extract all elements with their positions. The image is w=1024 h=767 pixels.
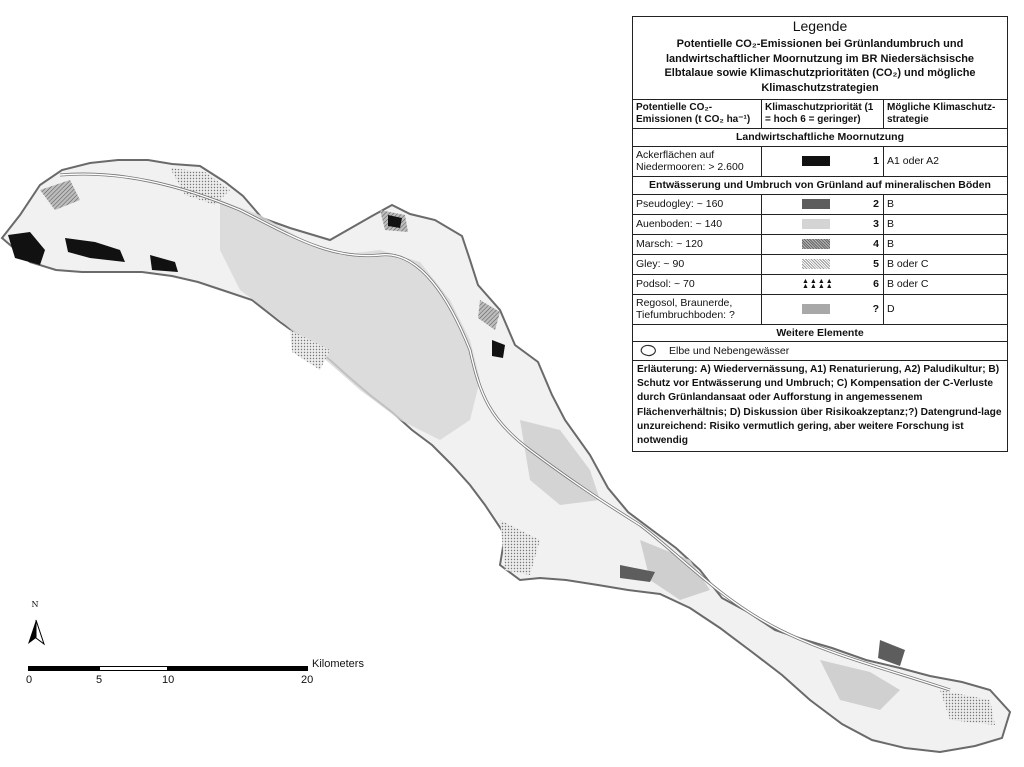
scale-tick-20: 20: [301, 674, 314, 686]
legend-explanation: Erläuterung: A) Wiedervernässung, A1) Renaturierung, A2) Paludikultur; B) Schutz vor Entwässerung und Umbruch; C) Kompensation der C-Verluste durch Grünlandansaat oder Aufforstung in angemessenem Flächenverhältnis; D) Diskussion über Risikoakzeptanz;?) Datengrund-lage unzureichend: Risiko vermutlich gering, aber weitere Forschung ist notwendig: [633, 360, 1007, 450]
header-priority: Klimaschutzpriorität (1 = hoch 6 = geringer): [762, 100, 884, 128]
mid-swatch-icon: [802, 304, 830, 314]
header-emissions: Potentielle CO₂-Emissionen (t CO₂ ha⁻¹): [633, 100, 762, 128]
triangle-swatch-icon: ▲▲▲▲ ▲▲▲▲: [802, 278, 834, 291]
legend-header: [633, 99, 1007, 128]
section-mineral: Entwässerung und Umbruch von Grünland auf mineralischen Böden: [633, 176, 1007, 194]
north-label: N: [31, 600, 39, 609]
dark-swatch-icon: [802, 199, 830, 209]
light-swatch-icon: [802, 219, 830, 229]
scale-unit: Kilometers: [312, 658, 364, 670]
legend-row: Auenboden: ~ 140 3 B: [633, 214, 1007, 234]
legend-row: Gley: ~ 90 5 B oder C: [633, 254, 1007, 274]
legend-row: Regosol, Braunerde, Tiefumbruchboden: ? ? D: [633, 294, 1007, 324]
legend-subtitle: Potentielle CO₂-Emissionen bei Grünlandumbruch und landwirtschaftlicher Moornutzung im BR Niedersächsische Elbtalaue sowie Klimaschutzprioritäten (CO₂) und mögliche Klimaschutzstrategien: [664, 37, 976, 95]
scale-tick-0: 0: [26, 674, 33, 686]
legend-title: Legende: [792, 18, 848, 34]
north-arrow-icon: [28, 620, 44, 644]
river-shape-icon: [639, 344, 659, 358]
legend-row: Podsol: ~ 70 ▲▲▲▲ ▲▲▲▲ 6 B oder C: [633, 274, 1007, 294]
legend-row: Pseudogley: ~ 160 2 B: [633, 194, 1007, 214]
scale-bar: [26, 658, 368, 693]
section-other: Weitere Elemente: [633, 324, 1007, 342]
map-legend: [632, 16, 1008, 452]
header-strategy: Mögliche Klimaschutz-strategie: [887, 102, 996, 126]
hatch-swatch-icon: [802, 239, 830, 249]
scale-tick-5: 5: [96, 674, 103, 686]
legend-row: Marsch: ~ 120 4 B: [633, 234, 1007, 254]
scale-tick-10: 10: [162, 674, 175, 686]
dots-swatch-icon: [802, 259, 830, 269]
section-moor: Landwirtschaftliche Moornutzung: [633, 128, 1007, 146]
legend-river-row: Elbe und Nebengewässer: [633, 341, 1007, 360]
black-swatch-icon: [802, 156, 830, 166]
legend-row: Ackerflächen auf Niedermooren: > 2.600 1 A1 oder A2: [633, 146, 1007, 176]
